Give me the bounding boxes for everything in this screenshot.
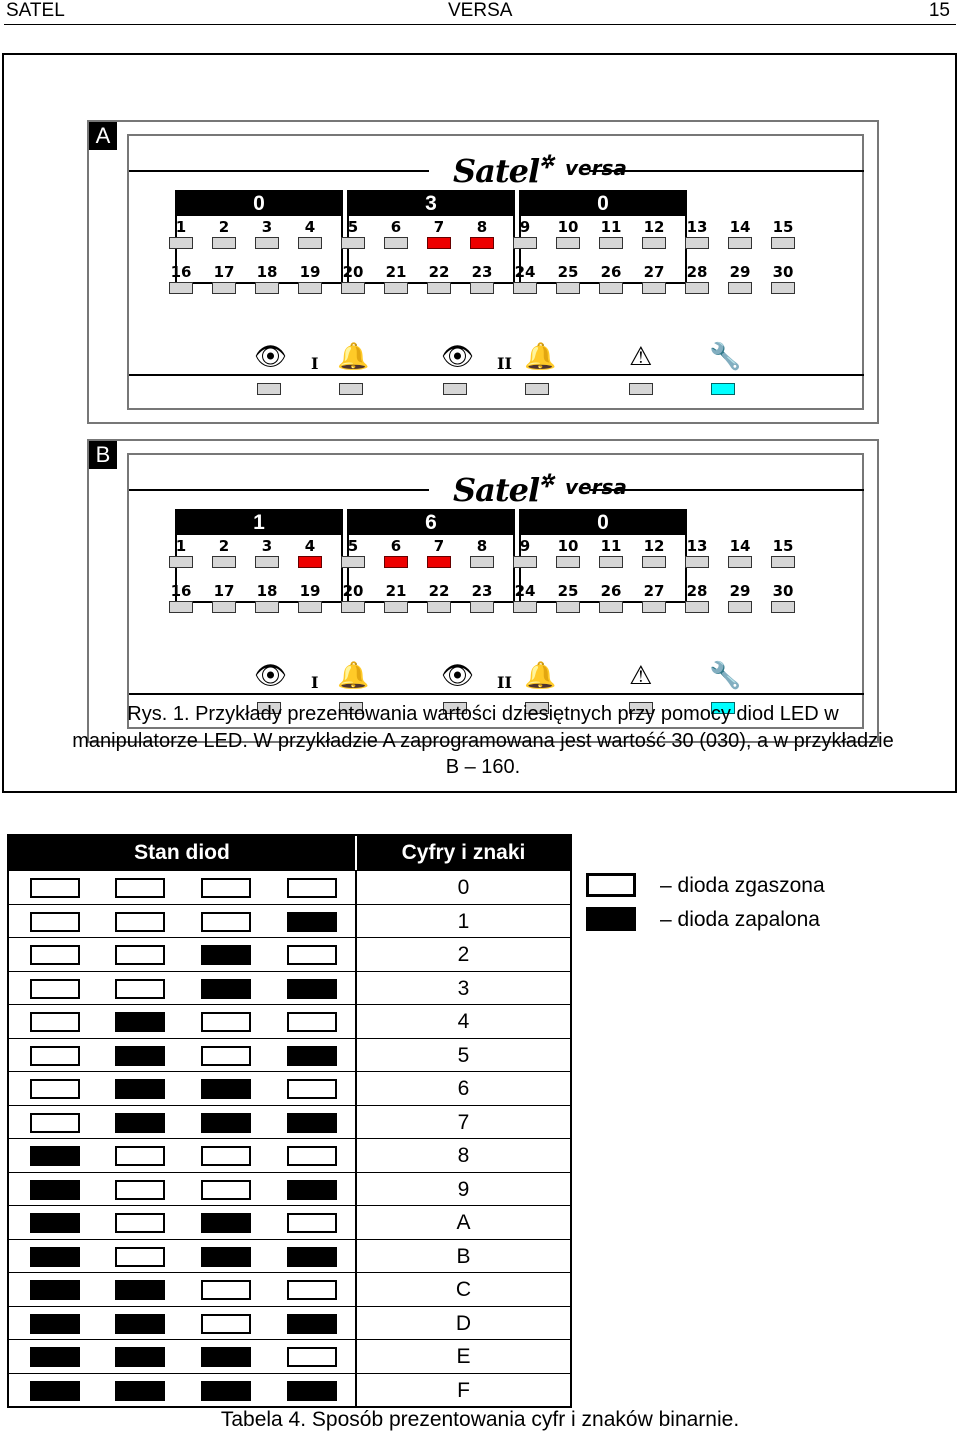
table-row xyxy=(9,971,570,1005)
zone-led xyxy=(169,282,193,294)
bottom-rule xyxy=(129,693,864,695)
table-row xyxy=(9,937,570,971)
partition-label-2: II xyxy=(497,673,512,692)
brand-logo xyxy=(453,471,553,509)
zone-led xyxy=(212,601,236,613)
zone-led xyxy=(642,282,666,294)
zone-number: 13 xyxy=(686,218,708,236)
led-state-cell xyxy=(115,878,165,898)
zone-led xyxy=(384,601,408,613)
armed-eye-icon: 👁 xyxy=(441,342,475,372)
zone-number: 13 xyxy=(686,537,708,555)
zone-led xyxy=(255,601,279,613)
led-state-cell xyxy=(287,1180,337,1200)
led-state-cell xyxy=(115,912,165,932)
zone-number: 19 xyxy=(299,582,321,600)
panel-label: B xyxy=(89,441,117,469)
zone-led xyxy=(771,237,795,249)
zone-number: 8 xyxy=(476,218,488,236)
status-led xyxy=(711,383,735,395)
brand-asterisk-icon: ✲ xyxy=(539,152,554,173)
zone-led xyxy=(556,601,580,613)
led-state-cell xyxy=(30,945,80,965)
zone-led xyxy=(599,601,623,613)
led-state-cell xyxy=(201,1381,251,1401)
led-state-cell xyxy=(201,1012,251,1032)
zone-number: 30 xyxy=(772,582,794,600)
partition-label-2: II xyxy=(497,354,512,373)
zone-number: 20 xyxy=(342,582,364,600)
zone-number: 7 xyxy=(433,218,445,236)
digit-char: B xyxy=(456,1244,471,1268)
zone-number: 10 xyxy=(557,537,579,555)
header-left: SATEL xyxy=(6,0,65,21)
zone-led xyxy=(427,601,451,613)
led-state-cell xyxy=(201,1247,251,1267)
zone-led xyxy=(513,237,537,249)
led-state-cell xyxy=(287,1314,337,1334)
table-row xyxy=(9,1239,570,1273)
led-state-cell xyxy=(115,1113,165,1133)
zone-led xyxy=(642,237,666,249)
alarm-bell-icon: 🔔 xyxy=(337,342,370,372)
legend-led-off-box xyxy=(586,873,636,897)
digit-char: 1 xyxy=(457,909,470,933)
led-state-cell xyxy=(201,1046,251,1066)
digit-char: 3 xyxy=(457,976,470,1000)
led-state-cell xyxy=(201,912,251,932)
led-state-cell xyxy=(201,1146,251,1166)
zone-led xyxy=(255,556,279,568)
led-state-cell xyxy=(30,1146,80,1166)
led-state-cell xyxy=(115,1079,165,1099)
status-led xyxy=(339,383,363,395)
table-row xyxy=(9,1038,570,1072)
led-state-cell xyxy=(115,1381,165,1401)
digit-value: 6 xyxy=(349,511,513,535)
zone-number: 12 xyxy=(643,218,665,236)
table-row xyxy=(9,1105,570,1139)
digit-char: 6 xyxy=(457,1077,470,1100)
led-state-cell xyxy=(115,1213,165,1233)
col-header-digits: Cyfry i znaki xyxy=(357,836,570,870)
digit-char: D xyxy=(455,1311,472,1335)
zone-number: 1 xyxy=(175,537,187,555)
table-row xyxy=(9,1272,570,1306)
table-row xyxy=(9,1071,570,1105)
zone-led xyxy=(384,556,408,568)
zone-number: 21 xyxy=(385,582,407,600)
led-state-cell xyxy=(201,1113,251,1133)
zone-number: 22 xyxy=(428,263,450,281)
zone-number: 2 xyxy=(218,218,230,236)
table-row xyxy=(9,870,570,904)
digit-value: 3 xyxy=(349,192,513,216)
zone-led xyxy=(341,556,365,568)
header-rule xyxy=(4,24,956,25)
digit-char: 9 xyxy=(457,1177,470,1201)
legend-led-on-text: – dioda zapalona xyxy=(660,908,820,931)
zone-led xyxy=(685,282,709,294)
zone-led xyxy=(470,237,494,249)
zone-number: 16 xyxy=(170,263,192,281)
led-state-cell xyxy=(201,945,251,965)
led-state-cell xyxy=(30,1046,80,1066)
digit-char: 5 xyxy=(457,1043,470,1067)
led-state-cell xyxy=(115,1146,165,1166)
zone-led xyxy=(599,282,623,294)
zone-number: 14 xyxy=(729,218,751,236)
zone-number: 7 xyxy=(433,537,445,555)
table-row xyxy=(9,1172,570,1206)
top-rule-left xyxy=(129,489,429,491)
table-row xyxy=(9,1306,570,1340)
zone-number: 29 xyxy=(729,582,751,600)
partition-label-1: I xyxy=(311,673,319,692)
zone-number: 29 xyxy=(729,263,751,281)
digit-value: 0 xyxy=(521,192,685,216)
led-state-cell xyxy=(30,912,80,932)
led-state-cell xyxy=(201,1213,251,1233)
zone-led xyxy=(470,556,494,568)
led-state-cell xyxy=(30,1247,80,1267)
zone-number: 28 xyxy=(686,582,708,600)
zone-number: 11 xyxy=(600,218,622,236)
model-name: versa xyxy=(565,475,627,499)
led-state-cell xyxy=(287,912,337,932)
zone-number: 16 xyxy=(170,582,192,600)
digit-char: A xyxy=(456,1211,471,1234)
table-row xyxy=(9,904,570,938)
led-state-cell xyxy=(30,1314,80,1334)
digit-char: 7 xyxy=(457,1110,470,1134)
led-state-cell xyxy=(201,1314,251,1334)
led-state-cell xyxy=(201,1280,251,1300)
zone-number: 27 xyxy=(643,263,665,281)
digit-value: 0 xyxy=(177,192,341,216)
col-header-led-state: Stan diod xyxy=(9,836,355,870)
alarm-bell-icon: 🔔 xyxy=(524,661,557,691)
zone-number: 6 xyxy=(390,218,402,236)
brand-logo xyxy=(453,152,553,190)
table-row xyxy=(9,1138,570,1172)
table-row xyxy=(9,1339,570,1373)
zone-led xyxy=(427,556,451,568)
led-state-cell xyxy=(30,1079,80,1099)
zone-number: 15 xyxy=(772,218,794,236)
zone-number: 2 xyxy=(218,537,230,555)
led-state-cell xyxy=(287,878,337,898)
zone-led xyxy=(728,556,752,568)
zone-led xyxy=(642,601,666,613)
led-state-cell xyxy=(115,1280,165,1300)
brand-text: Satel xyxy=(453,471,540,509)
table-row xyxy=(9,1004,570,1038)
digit-value: 0 xyxy=(521,511,685,535)
zone-led xyxy=(685,237,709,249)
zone-led xyxy=(771,601,795,613)
legend-led-on-box xyxy=(586,907,636,931)
led-state-cell xyxy=(30,1113,80,1133)
zone-led xyxy=(728,282,752,294)
trouble-icon: ⚠ xyxy=(629,661,653,691)
zone-led xyxy=(212,282,236,294)
zone-led xyxy=(642,556,666,568)
zone-number: 9 xyxy=(519,218,531,236)
led-state-cell xyxy=(115,979,165,999)
led-state-cell xyxy=(115,1347,165,1367)
led-state-cell xyxy=(30,1180,80,1200)
zone-led xyxy=(298,601,322,613)
keypad-panel-a xyxy=(87,120,879,424)
zone-number: 11 xyxy=(600,537,622,555)
led-state-cell xyxy=(30,1012,80,1032)
zone-led xyxy=(771,282,795,294)
zone-led xyxy=(298,282,322,294)
led-state-cell xyxy=(287,1012,337,1032)
zone-led xyxy=(728,601,752,613)
zone-number: 25 xyxy=(557,582,579,600)
zone-led xyxy=(298,556,322,568)
led-state-cell xyxy=(201,1180,251,1200)
table-row xyxy=(9,1373,570,1407)
led-state-cell xyxy=(115,1247,165,1267)
led-state-cell xyxy=(201,979,251,999)
top-rule-right xyxy=(589,170,864,172)
zone-number: 17 xyxy=(213,582,235,600)
zone-number: 3 xyxy=(261,218,273,236)
led-state-cell xyxy=(287,1079,337,1099)
status-led xyxy=(443,383,467,395)
led-state-cell xyxy=(115,945,165,965)
led-state-cell xyxy=(30,1381,80,1401)
zone-number: 22 xyxy=(428,582,450,600)
armed-eye-icon: 👁 xyxy=(254,661,288,691)
zone-number: 28 xyxy=(686,263,708,281)
zone-led xyxy=(384,282,408,294)
zone-led xyxy=(771,556,795,568)
zone-led xyxy=(298,237,322,249)
zone-led xyxy=(212,556,236,568)
zone-led xyxy=(255,282,279,294)
led-state-cell xyxy=(30,1280,80,1300)
bottom-rule xyxy=(129,374,864,376)
zone-number: 3 xyxy=(261,537,273,555)
brand-asterisk-icon: ✲ xyxy=(539,471,554,492)
led-state-cell xyxy=(287,979,337,999)
figure-caption: Rys. 1. Przykłady prezentowania wartości dziesiętnych przy pomocy diod LED w manipulatorze LED. W przykładzie A zaprogramowana jest wartość 30 (030), a w przykładzie B – 160. xyxy=(72,703,894,778)
zone-led xyxy=(470,601,494,613)
zone-led xyxy=(513,556,537,568)
zone-number: 24 xyxy=(514,263,536,281)
digit-char: F xyxy=(457,1378,470,1402)
zone-number: 26 xyxy=(600,582,622,600)
model-name: versa xyxy=(565,156,627,180)
zone-number: 23 xyxy=(471,263,493,281)
zone-led xyxy=(427,237,451,249)
service-wrench-icon: 🔧 xyxy=(709,661,742,691)
led-state-cell xyxy=(115,1314,165,1334)
led-state-cell xyxy=(287,1247,337,1267)
armed-eye-icon: 👁 xyxy=(254,342,288,372)
zone-led xyxy=(599,237,623,249)
zone-number: 5 xyxy=(347,537,359,555)
led-state-cell xyxy=(30,878,80,898)
led-state-cell xyxy=(115,1046,165,1066)
status-led xyxy=(525,383,549,395)
binary-table xyxy=(7,834,572,1408)
led-state-cell xyxy=(30,979,80,999)
zone-number: 10 xyxy=(557,218,579,236)
zone-number: 1 xyxy=(175,218,187,236)
led-state-cell xyxy=(201,1347,251,1367)
zone-number: 23 xyxy=(471,582,493,600)
panel-label: A xyxy=(89,122,117,150)
zone-led xyxy=(169,237,193,249)
zone-led xyxy=(685,556,709,568)
zone-led xyxy=(341,601,365,613)
zone-number: 6 xyxy=(390,537,402,555)
service-wrench-icon: 🔧 xyxy=(709,342,742,372)
zone-led xyxy=(685,601,709,613)
led-state-cell xyxy=(115,1180,165,1200)
zone-led xyxy=(212,237,236,249)
zone-number: 24 xyxy=(514,582,536,600)
zone-number: 15 xyxy=(772,537,794,555)
zone-led xyxy=(341,282,365,294)
figure-frame xyxy=(2,53,957,793)
zone-led xyxy=(513,282,537,294)
led-state-cell xyxy=(287,1113,337,1133)
digit-char: 4 xyxy=(457,1010,470,1033)
zone-number: 17 xyxy=(213,263,235,281)
digit-char: 8 xyxy=(457,1144,470,1167)
led-state-cell xyxy=(287,945,337,965)
keypad-face xyxy=(127,453,864,729)
zone-number: 20 xyxy=(342,263,364,281)
digit-char: 2 xyxy=(457,943,470,966)
zone-led xyxy=(169,601,193,613)
top-rule-left xyxy=(129,170,429,172)
digit-char: C xyxy=(455,1278,472,1301)
zone-number: 5 xyxy=(347,218,359,236)
zone-number: 4 xyxy=(304,218,316,236)
led-state-cell xyxy=(287,1381,337,1401)
header-center: VERSA xyxy=(448,0,513,21)
zone-number: 25 xyxy=(557,263,579,281)
zone-led xyxy=(470,282,494,294)
zone-led xyxy=(341,237,365,249)
zone-number: 14 xyxy=(729,537,751,555)
brand-text: Satel xyxy=(453,152,540,190)
zone-led xyxy=(427,282,451,294)
led-state-cell xyxy=(287,1146,337,1166)
trouble-icon: ⚠ xyxy=(629,342,653,372)
led-state-cell xyxy=(115,1012,165,1032)
led-state-cell xyxy=(287,1347,337,1367)
zone-number: 18 xyxy=(256,582,278,600)
zone-number: 4 xyxy=(304,537,316,555)
page-number: 15 xyxy=(928,0,950,21)
zone-led xyxy=(599,556,623,568)
zone-number: 30 xyxy=(772,263,794,281)
zone-number: 9 xyxy=(519,537,531,555)
armed-eye-icon: 👁 xyxy=(441,661,475,691)
legend-led-off-text: – dioda zgaszona xyxy=(660,874,825,897)
zone-led xyxy=(556,237,580,249)
status-led xyxy=(629,383,653,395)
digit-value: 1 xyxy=(177,511,341,535)
zone-number: 19 xyxy=(299,263,321,281)
zone-led xyxy=(513,601,537,613)
table-row xyxy=(9,1205,570,1239)
led-state-cell xyxy=(201,1079,251,1099)
zone-led xyxy=(169,556,193,568)
zone-number: 26 xyxy=(600,263,622,281)
alarm-bell-icon: 🔔 xyxy=(337,661,370,691)
digit-char: 0 xyxy=(457,876,470,899)
zone-led xyxy=(556,556,580,568)
zone-number: 12 xyxy=(643,537,665,555)
zone-number: 21 xyxy=(385,263,407,281)
zone-led xyxy=(728,237,752,249)
digit-char: E xyxy=(456,1345,471,1368)
led-state-cell xyxy=(287,1280,337,1300)
zone-number: 8 xyxy=(476,537,488,555)
keypad-face xyxy=(127,134,864,410)
led-state-cell xyxy=(201,878,251,898)
alarm-bell-icon: 🔔 xyxy=(524,342,557,372)
zone-led xyxy=(255,237,279,249)
led-state-cell xyxy=(287,1213,337,1233)
keypad-panel-b xyxy=(87,439,879,743)
partition-label-1: I xyxy=(311,354,319,373)
status-led xyxy=(257,383,281,395)
top-rule-right xyxy=(589,489,864,491)
zone-number: 18 xyxy=(256,263,278,281)
table-caption: Tabela 4. Sposób prezentowania cyfr i znaków binarnie. xyxy=(220,1408,740,1431)
led-state-cell xyxy=(30,1347,80,1367)
zone-led xyxy=(556,282,580,294)
zone-led xyxy=(384,237,408,249)
led-state-cell xyxy=(30,1213,80,1233)
zone-number: 27 xyxy=(643,582,665,600)
led-state-cell xyxy=(287,1046,337,1066)
